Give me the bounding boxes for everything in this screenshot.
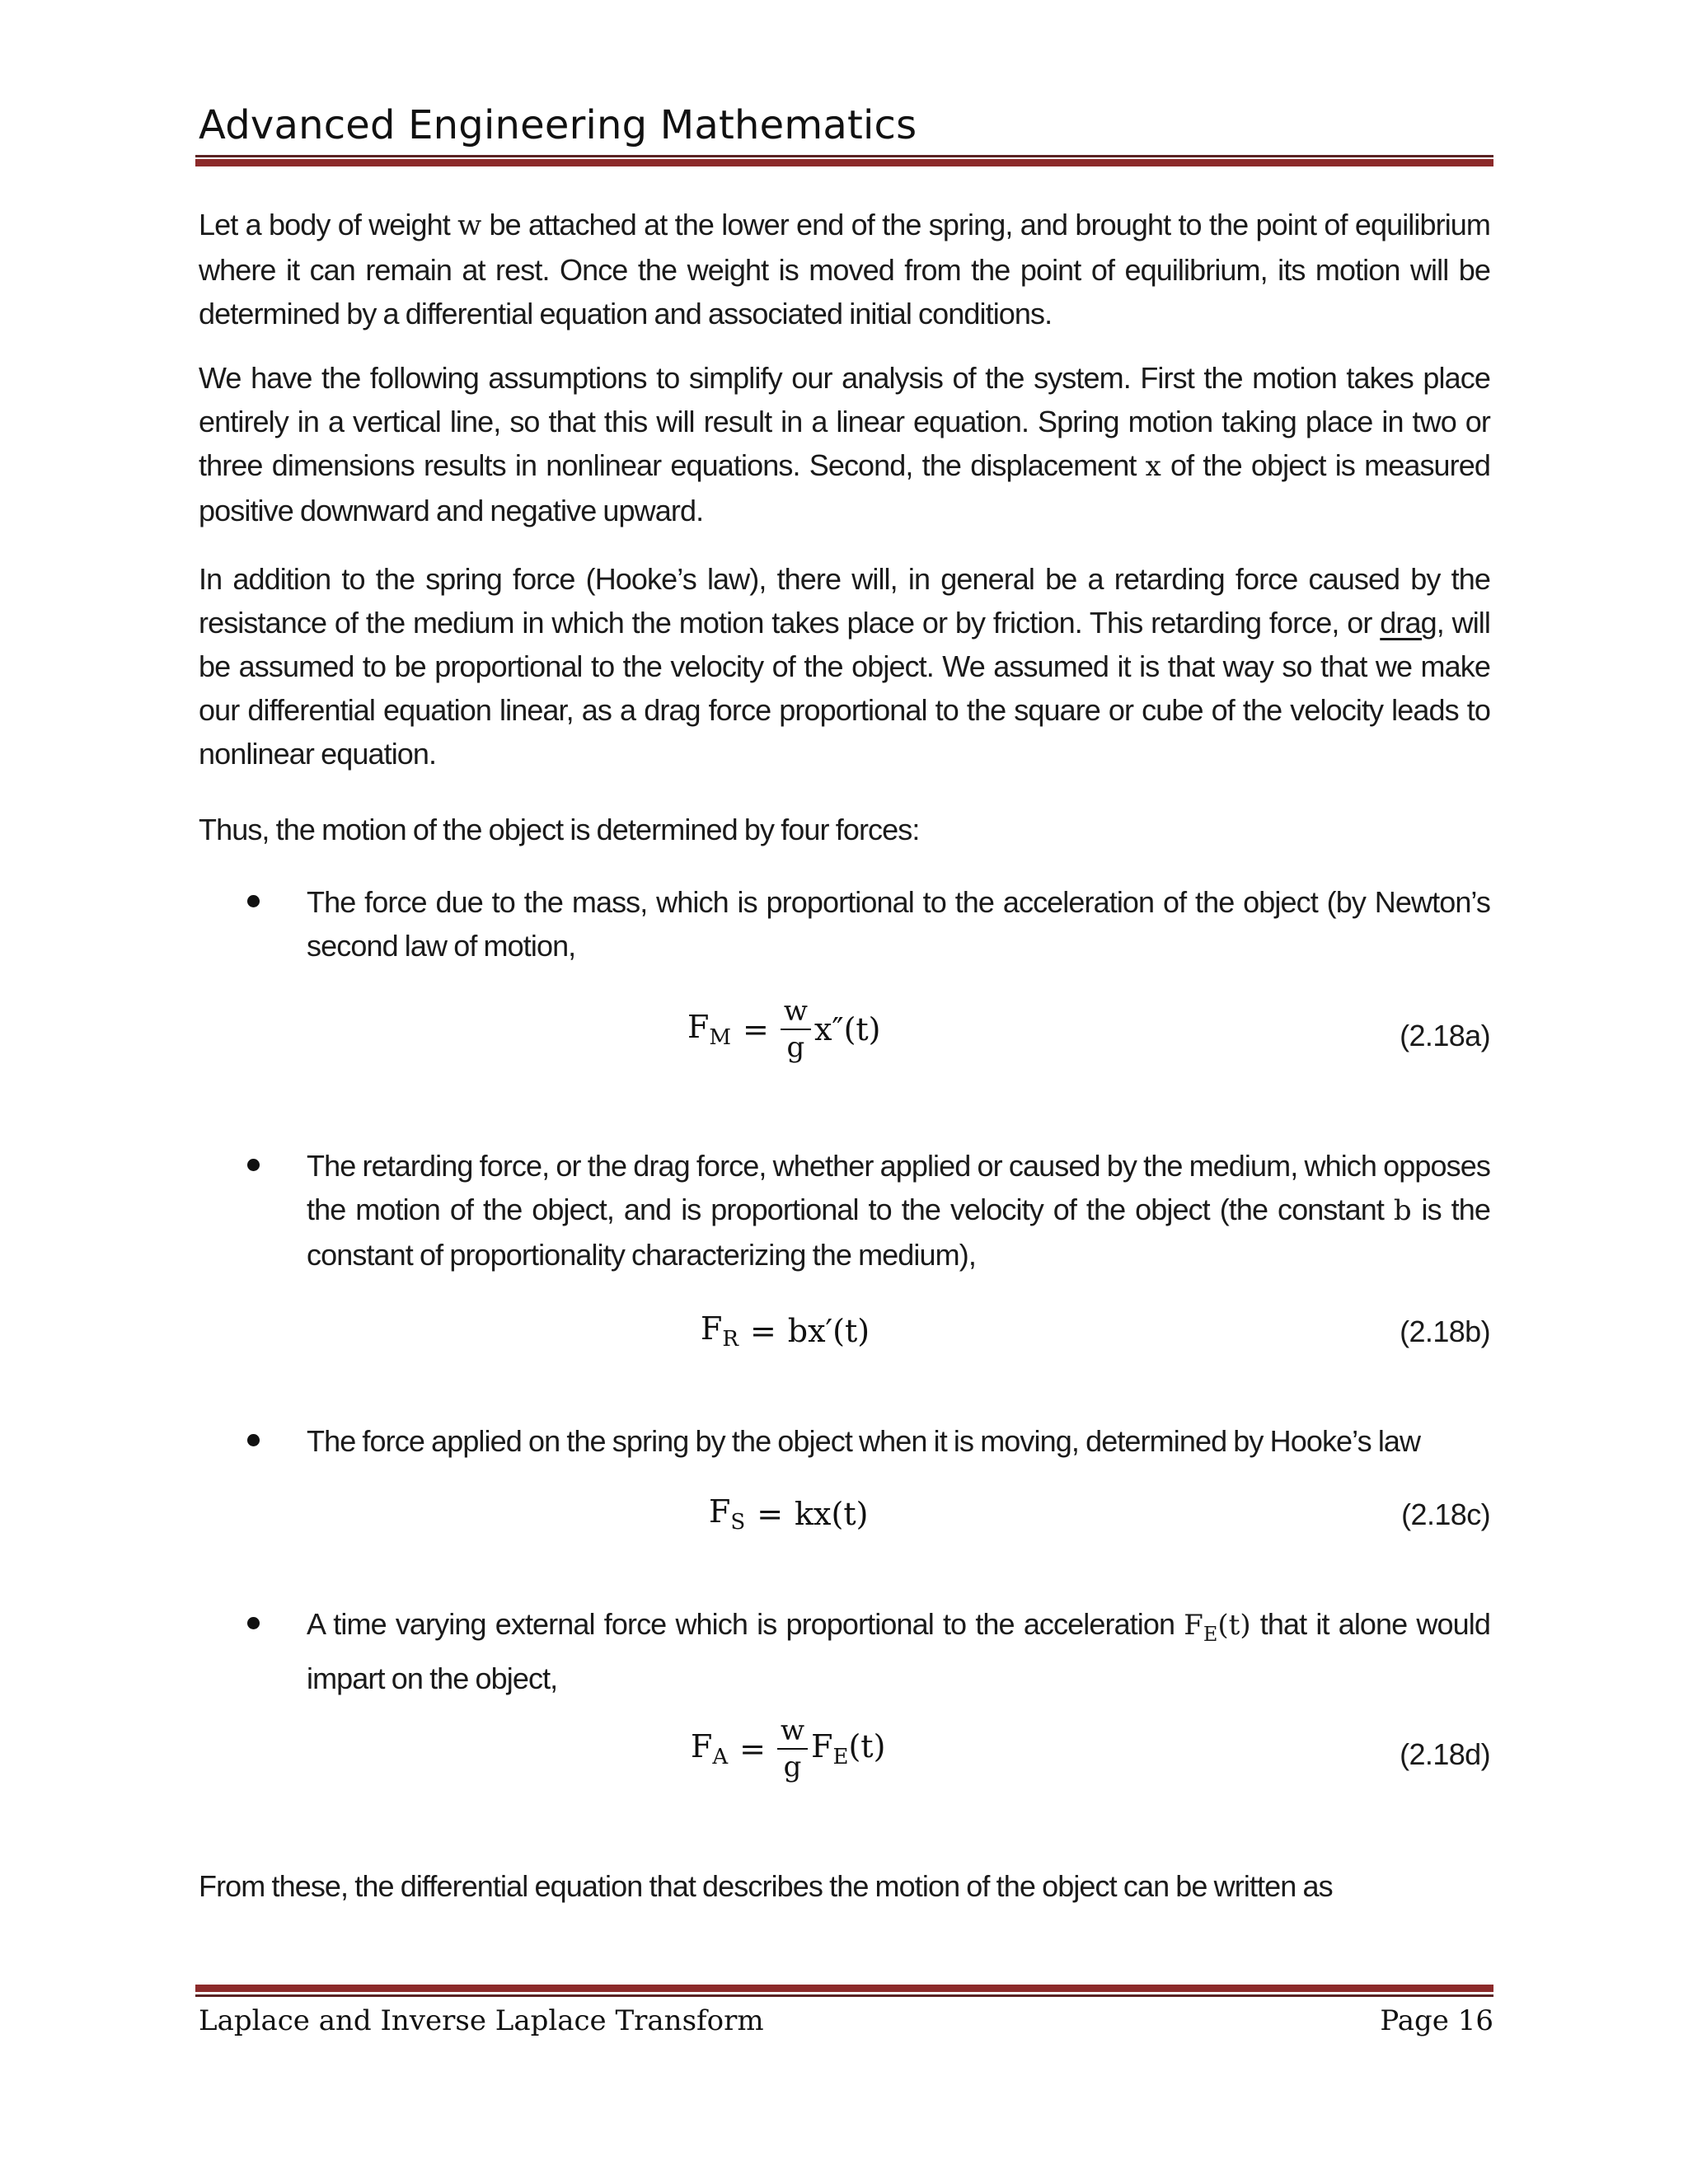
header-title: Advanced Engineering Mathematics [199, 102, 917, 148]
fraction-denominator: g [783, 1750, 802, 1783]
equation-rhs: bx′(t) [787, 1313, 870, 1349]
equals-sign: = [749, 1313, 776, 1349]
inline-fe-argument: (t) [1217, 1609, 1251, 1642]
fraction-numerator: w [781, 1714, 805, 1747]
paragraph-2-text-b: of the object is measured positive downward and negative upward. [199, 448, 1490, 527]
footer-rule-thin [195, 1994, 1493, 1997]
paragraph-4: Thus, the motion of the object is determined by four forces: [199, 813, 920, 846]
variable-b: b [1393, 1194, 1412, 1227]
header-rule-thick [195, 159, 1493, 166]
equals-sign: = [743, 1011, 769, 1047]
bullet-text: The force applied on the spring by the object when it is moving, determined by Hooke’s law [307, 1424, 1421, 1458]
equation-lhs-subscript: A [712, 1745, 729, 1769]
bullet-text-b: that it alone would impart on the object, [307, 1607, 1490, 1695]
paragraph-3-text-a: In addition to the spring force (Hooke’s law), there will, in general be a retarding force caused by the resistance of the medium in which the motion takes place or by friction. This retarding force, or [199, 562, 1490, 640]
fraction-w-over-g [781, 997, 811, 1062]
equation-lhs-symbol: F [687, 1009, 710, 1045]
paragraph-5: From these, the differential equation that describes the motion of the object can be written as [199, 1869, 1333, 1903]
equation-lhs-subscript: S [730, 1510, 746, 1535]
header-rule-thin [195, 155, 1493, 157]
equation-lhs [709, 1493, 745, 1535]
bullet-text [307, 1144, 1490, 1277]
paragraph-2-text-a: We have the following assumptions to simplify our analysis of the system. First the motion takes place entirely in a vertical line, so that this will result in a linear equation. Spring motion taking place in two or three dimensions results in nonlinear equations. Second, the displacement [199, 361, 1490, 482]
equation-rhs: kx(t) [795, 1496, 869, 1532]
footer-rule-thick [195, 1985, 1493, 1992]
equation-rhs-symbol: F [811, 1728, 833, 1765]
bullet-dot [247, 895, 260, 907]
bullet-text-a: The retarding force, or the drag force, whether applied or caused by the medium, which opposes the motion of the object, and is proportional to the velocity of the object (the constant [307, 1149, 1490, 1226]
equation-2-18d [691, 1714, 886, 1783]
paragraph-1 [199, 203, 1490, 335]
equation-number-2-18c: (2.18c) [1401, 1497, 1490, 1531]
equals-sign: = [739, 1731, 766, 1767]
equation-rhs [811, 1728, 885, 1769]
equation-number-2-18b: (2.18b) [1400, 1315, 1490, 1348]
inline-fe-subscript: E [1203, 1622, 1218, 1646]
bullet-dot [247, 1617, 260, 1629]
equation-lhs-symbol: F [709, 1493, 731, 1530]
paragraph-3-text-b: , will be assumed to be proportional to the velocity of the object. We assumed it is that way so that we make our differential equation linear, as a drag force proportional to the square or cube of the velocity leads to nonlinear equation. [199, 606, 1490, 771]
bullet-text [307, 1602, 1490, 1700]
paragraph-3 [199, 557, 1490, 776]
equation-lhs [701, 1310, 738, 1352]
bullet-dot [247, 1159, 260, 1171]
paragraph-1-text-a: Let a body of weight [199, 208, 458, 241]
inline-fe-symbol: F [1184, 1609, 1203, 1642]
bullet-dot [247, 1434, 260, 1446]
equation-rhs-argument: (t) [848, 1728, 886, 1765]
paragraph-1-text-b: be attached at the lower end of the spring, and brought to the point of equilibrium where it can remain at rest. Once the weight is moved from the point of equilibrium, its motion will be determined by a differential equation and associated initial conditions. [199, 208, 1491, 330]
bullet-text-a: A time varying external force which is proportional to the acceleration [307, 1607, 1184, 1641]
equation-rhs: x″(t) [814, 1011, 881, 1047]
footer-title: Laplace and Inverse Laplace Transform [199, 2004, 764, 2037]
drag-underlined-word: drag [1380, 606, 1437, 640]
equation-rhs-subscript: E [832, 1745, 849, 1769]
equals-sign: = [757, 1496, 784, 1532]
variable-x: x [1145, 450, 1161, 483]
equation-lhs-symbol: F [701, 1310, 723, 1347]
page-number: Page 16 [1380, 2004, 1493, 2037]
inline-fe-t [1184, 1609, 1251, 1646]
equation-lhs-subscript: R [722, 1327, 738, 1352]
paragraph-2 [199, 356, 1490, 532]
equation-lhs-subscript: M [709, 1025, 731, 1050]
fraction-denominator: g [786, 1031, 805, 1064]
equation-2-18a [687, 997, 881, 1062]
variable-w: w [457, 209, 482, 242]
equation-lhs-symbol: F [691, 1728, 713, 1765]
equation-lhs [691, 1728, 728, 1769]
bullet-text: The force due to the mass, which is proportional to the acceleration of the object (by Newton’s second law of motion, [307, 885, 1490, 963]
equation-2-18c [709, 1493, 868, 1535]
fraction-numerator: w [783, 995, 808, 1028]
bullet-text-b: is the constant of proportionality characterizing the medium), [307, 1193, 1491, 1272]
fraction-w-over-g [777, 1714, 808, 1783]
equation-2-18b [701, 1310, 870, 1352]
equation-lhs [687, 1009, 731, 1050]
equation-number-2-18a: (2.18a) [1400, 1019, 1490, 1052]
equation-number-2-18d: (2.18d) [1400, 1737, 1490, 1771]
